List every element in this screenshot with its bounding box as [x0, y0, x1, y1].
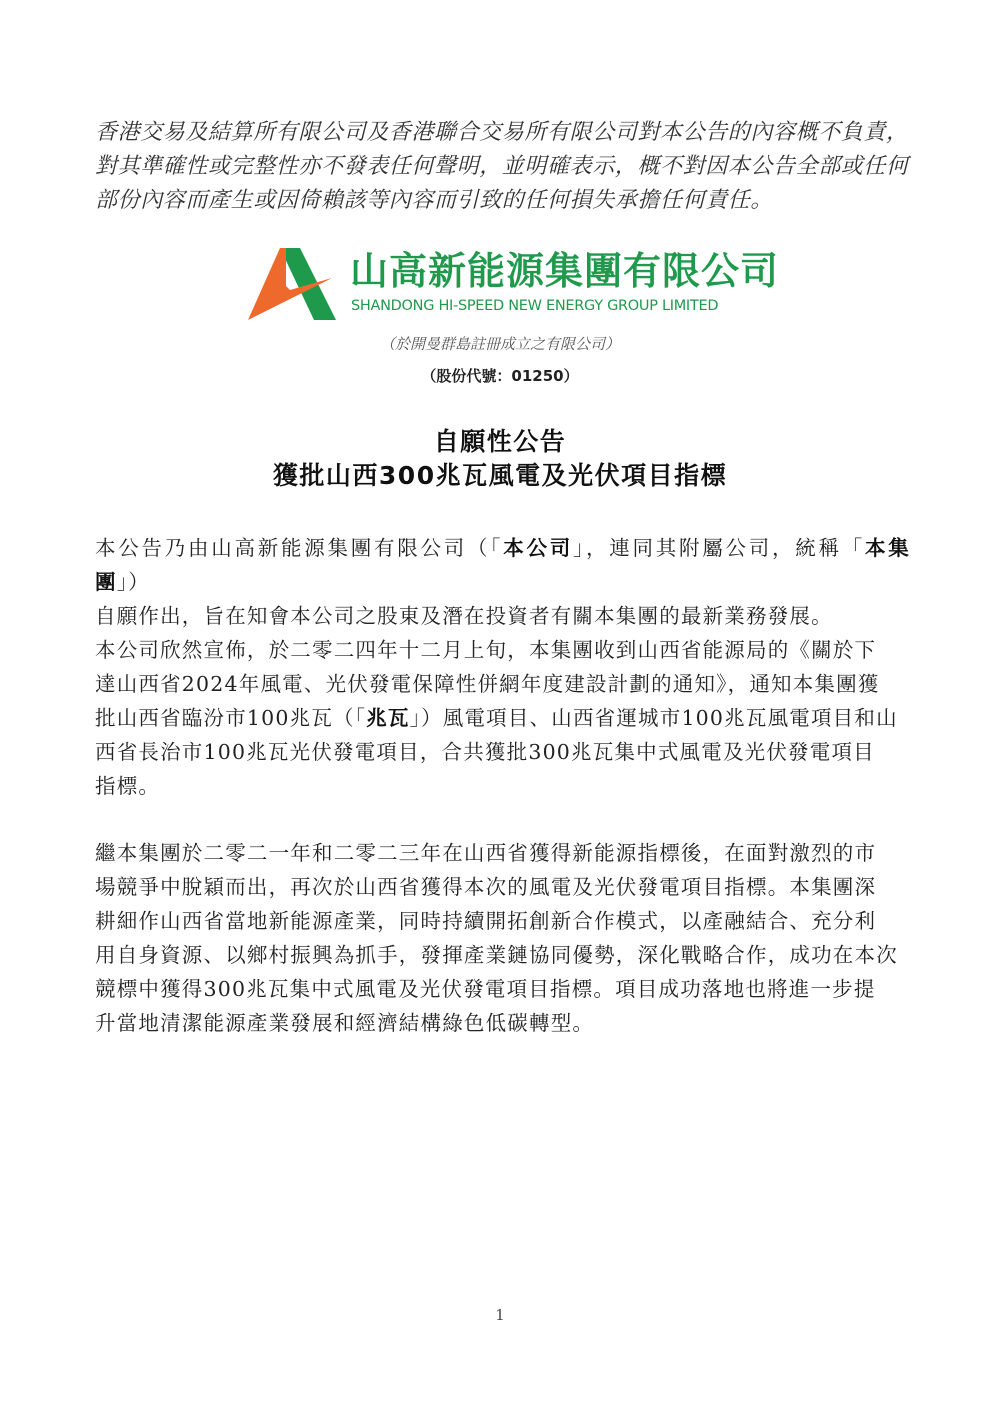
page-number: 1 — [495, 1306, 505, 1324]
disclaimer-line: 對其準確性或完整性亦不發表任何聲明，並明確表示，概不對因本公告全部或任何 — [95, 154, 909, 179]
text: 競標中獲得300兆瓦集中式風電及光伏發電項目指標。項目成功落地也將進一步提 — [95, 977, 876, 1001]
text: 指標。 — [95, 774, 161, 798]
company-name-en: SHANDONG HI-SPEED NEW ENERGY GROUP LIMITED — [351, 298, 719, 314]
paragraph-background — [95, 836, 910, 1040]
title-line-2: 獲批山西300兆瓦風電及光伏項目指標 — [272, 461, 728, 490]
company-logo — [246, 246, 780, 326]
defined-term: 兆瓦 — [366, 706, 410, 730]
text: 耕細作山西省當地新能源產業，同時持續開拓創新合作模式，以產融結合、充分利 — [95, 909, 877, 933]
text: 本公司欣然宣佈，於二零二四年十二月上旬，本集團收到山西省能源局的《關於下 — [95, 638, 877, 662]
paragraph-approval — [95, 633, 910, 803]
disclaimer-line: 香港交易及結算所有限公司及香港聯合交易所有限公司對本公告的內容概不負責， — [95, 120, 909, 145]
disclaimer-line: 部份內容而產生或因倚賴該等內容而引致的任何損失承擔任何責任。 — [95, 188, 774, 213]
defined-term: 本集團 — [95, 536, 910, 594]
disclaimer — [95, 116, 915, 218]
text: 自願作出，旨在知會本公司之股東及潛在投資者有關本集團的最新業務發展。 — [95, 604, 833, 628]
text: 繼本集團於二零二一年和二零二三年在山西省獲得新能源指標後，在面對激烈的市 — [95, 841, 877, 865]
title-line-1: 自願性公告 — [433, 427, 567, 456]
company-a-logo-icon — [246, 246, 342, 322]
stock-code: （股份代號：01250） — [421, 367, 579, 385]
text: 西省長治市100兆瓦光伏發電項目，合共獲批300兆瓦集中式風電及光伏發電項目 — [95, 740, 875, 764]
text: 批山西省臨汾市100兆瓦（「 — [95, 706, 367, 730]
paragraph-intro — [95, 531, 910, 633]
text: 場競爭中脫穎而出，再次於山西省獲得本次的風電及光伏發電項目指標。本集團深 — [95, 875, 877, 899]
defined-term: 本公司 — [503, 536, 574, 560]
text: 」，連同其附屬公司，統稱「 — [573, 536, 866, 560]
text: 達山西省2024年風電、光伏發電保障性併網年度建設計劃的通知》，通知本集團獲 — [95, 672, 880, 696]
company-name-cn: 山高新能源集團有限公司 — [350, 249, 780, 293]
text: 」）風電項目、山西省運城市100兆瓦風電項目和山 — [409, 706, 898, 730]
incorporation-note: （於開曼群島註冊成立之有限公司） — [379, 335, 620, 353]
text: 本公告乃由山高新能源集團有限公司（「 — [95, 536, 504, 560]
text: 」） — [116, 570, 150, 594]
announcement-title — [0, 425, 1000, 493]
text: 用自身資源、以鄉村振興為抓手，發揮產業鏈協同優勢，深化戰略合作，成功在本次 — [95, 943, 898, 967]
text: 升當地清潔能源產業發展和經濟結構綠色低碳轉型。 — [95, 1011, 595, 1035]
